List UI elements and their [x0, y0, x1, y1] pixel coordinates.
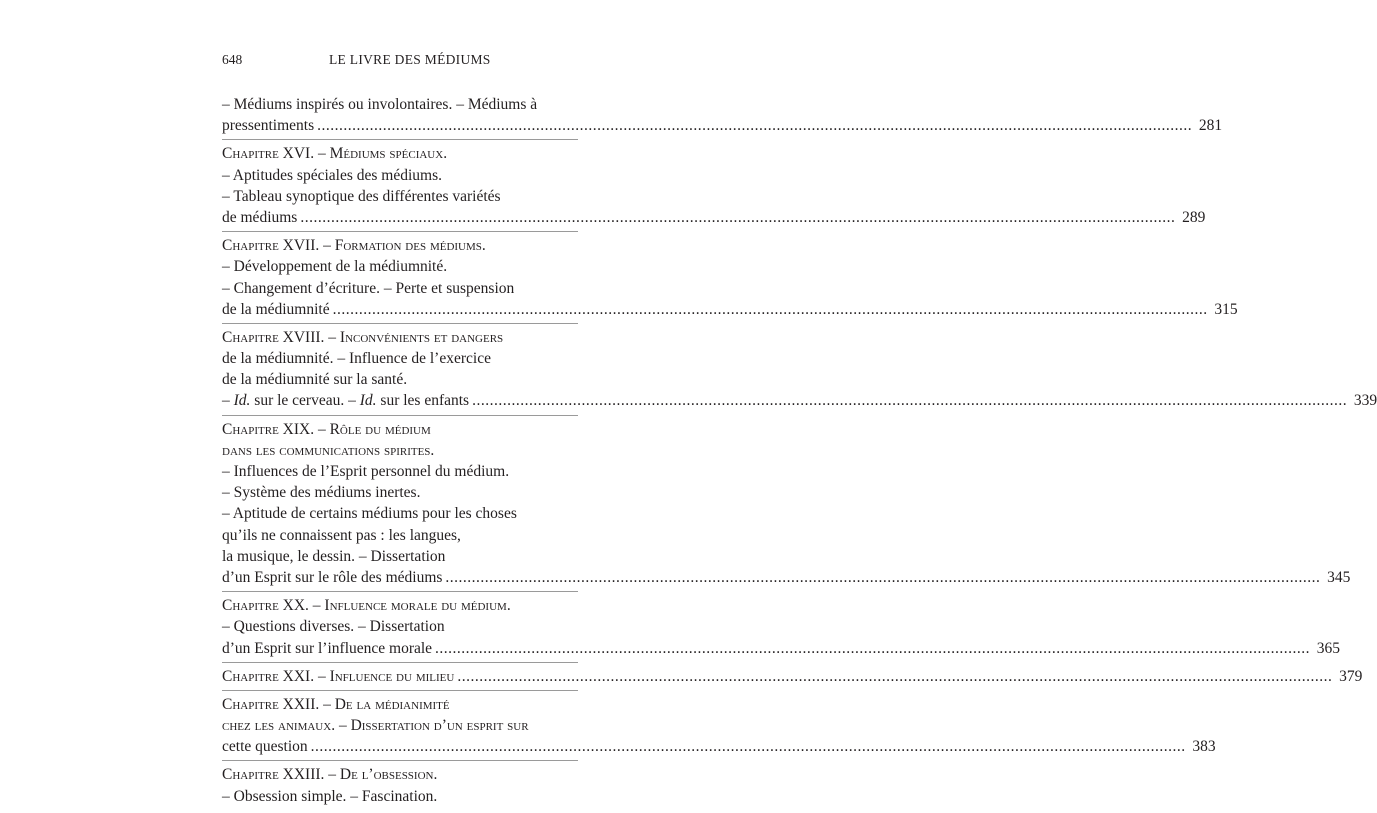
toc-last-line — [222, 207, 1206, 228]
page-header — [222, 52, 578, 74]
toc-entry — [222, 764, 578, 809]
toc-entry — [222, 235, 1238, 324]
toc-line: d’un Esprit sur le rôle des médiums — [222, 568, 443, 586]
toc-last-line — [222, 666, 1363, 687]
dot-leader: ........................................................................................................................................................................................................ — [435, 639, 1311, 657]
dot-leader: ........................................................................................................................................................................................................ — [472, 392, 1348, 410]
toc-line: qu’ils ne connaissent pas : les langues, — [222, 526, 461, 544]
dot-leader: ........................................................................................................................................................................................................ — [317, 117, 1193, 135]
toc-last-line — [222, 299, 1238, 320]
toc-line: de la médiumnité. – Influence de l’exercice — [222, 350, 491, 368]
toc-line: – Influences de l’Esprit personnel du médium. — [222, 463, 510, 480]
toc-last-line — [222, 390, 1377, 411]
dot-leader: ........................................................................................................................................................................................................ — [445, 568, 1321, 586]
toc-entry — [222, 327, 1377, 416]
toc-line: de la médiumnité — [222, 300, 330, 318]
dot-leader: ........................................................................................................................................................................................................ — [457, 667, 1333, 685]
toc-line: la musique, le dessin. – Dissertation — [222, 547, 446, 565]
toc-line: pressentiments — [222, 117, 315, 135]
toc-line: – Développement de la médiumnité. — [222, 258, 448, 276]
toc-page-number: 383 — [1192, 738, 1216, 756]
chapter-heading: Chapitre XIX. – Rôle du médium — [222, 420, 431, 438]
toc-line: – Système des médiums inertes. — [222, 484, 421, 502]
chapter-heading: chez les animaux. – Dissertation d’un esprit sur — [222, 717, 529, 735]
toc-entry — [222, 94, 1223, 140]
toc-line: – Tableau synoptique des différentes variétés — [222, 187, 501, 205]
toc-line: cette question — [222, 738, 308, 756]
dot-leader: ........................................................................................................................................................................................................ — [332, 300, 1208, 318]
toc-page-number: 345 — [1327, 568, 1351, 586]
chapter-heading: Chapitre XVII. – Formation des médiums. — [222, 237, 486, 255]
toc-line: – Changement d’écriture. – Perte et suspension — [222, 279, 515, 297]
chapter-heading: Chapitre XXIII. – De l’obsession. — [222, 766, 438, 784]
toc-line: – Id. sur le cerveau. – Id. sur les enfants — [222, 392, 470, 410]
toc-line: – Aptitude de certains médiums pour les choses — [222, 505, 517, 523]
toc-entry — [222, 666, 1363, 691]
page-number: 648 — [222, 52, 243, 67]
chapter-heading: Chapitre XX. – Influence morale du médium. — [222, 597, 511, 615]
chapter-heading: Chapitre XXII. – De la médianimité — [222, 695, 450, 713]
toc-page-number: 281 — [1198, 117, 1223, 135]
toc-page-number: 379 — [1339, 667, 1363, 685]
toc-line: – Questions diverses. – Dissertation — [222, 618, 445, 636]
toc-line: – Médiums inspirés ou involontaires. – Médiums à — [222, 96, 538, 113]
toc-last-line — [222, 115, 1223, 136]
dot-leader: ........................................................................................................................................................................................................ — [300, 208, 1176, 226]
toc-entry — [222, 694, 1216, 762]
chapter-heading: Chapitre XXI. – Influence du milieu — [222, 667, 455, 685]
toc-last-line — [222, 567, 1351, 588]
toc-entry — [222, 143, 1206, 232]
dot-leader: ........................................................................................................................................................................................................ — [310, 738, 1186, 756]
chapter-heading: Chapitre XVIII. – Inconvénients et dangers — [222, 328, 504, 346]
toc-line: – Aptitudes spéciales des médiums. — [222, 166, 442, 184]
toc-line: – Obsession simple. – Fascination. — [222, 787, 438, 805]
chapter-heading: Chapitre XVI. – Médiums spéciaux. — [222, 145, 448, 163]
toc-last-line — [222, 736, 1216, 757]
toc-page-number: 365 — [1316, 639, 1341, 657]
table-of-contents — [222, 94, 1377, 813]
toc-page-number: 339 — [1353, 392, 1377, 410]
toc-last-line — [222, 638, 1341, 659]
toc-line: de médiums — [222, 208, 298, 226]
toc-entry — [222, 419, 1351, 593]
running-title: LE LIVRE DES MÉDIUMS — [329, 52, 491, 67]
chapter-heading: dans les communications spirites. — [222, 441, 435, 459]
toc-page-number: 315 — [1214, 300, 1238, 318]
toc-line: d’un Esprit sur l’influence morale — [222, 639, 433, 657]
toc-entry — [222, 595, 1341, 663]
toc-page-number: 289 — [1182, 208, 1206, 226]
toc-line: de la médiumnité sur la santé. — [222, 371, 408, 389]
